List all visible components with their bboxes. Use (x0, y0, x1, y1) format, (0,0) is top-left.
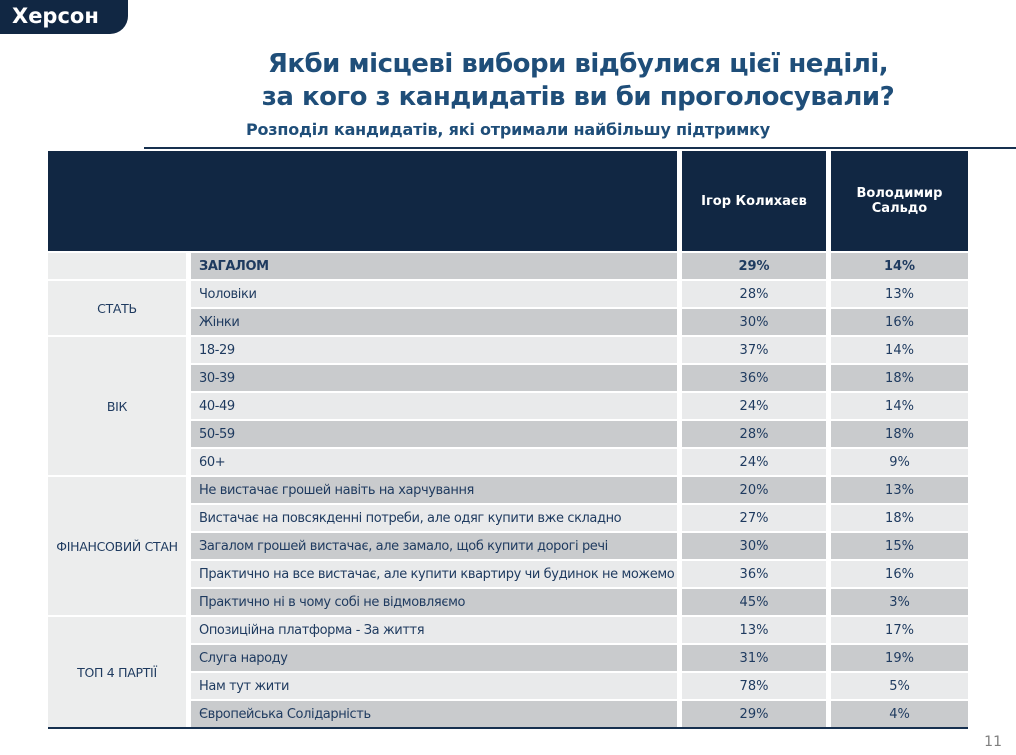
value-cell-candidate-2: 14% (831, 393, 968, 419)
value-cell-candidate-2: 18% (831, 505, 968, 531)
row-label: 18-29 (191, 337, 677, 363)
value-cell-candidate-2: 15% (831, 533, 968, 559)
value-cell-candidate-1: 29% (682, 701, 826, 727)
value-cell-candidate-2: 9% (831, 449, 968, 475)
row-label: Європейська Солідарність (191, 701, 677, 727)
value-cell-candidate-2: 17% (831, 617, 968, 643)
title-divider-line (144, 147, 1016, 149)
row-label: Опозиційна платформа - За життя (191, 617, 677, 643)
row-label: 40-49 (191, 393, 677, 419)
results-table (48, 151, 968, 729)
value-cell-candidate-1: 24% (682, 449, 826, 475)
value-cell-candidate-1: 28% (682, 421, 826, 447)
table-header-candidate-2: Володимир Сальдо (831, 151, 968, 251)
row-label: Не вистачає грошей навіть на харчування (191, 477, 677, 503)
value-cell-candidate-1: 45% (682, 589, 826, 615)
row-label: Практично ні в чому собі не відмовляємо (191, 589, 677, 615)
page-number: 11 (984, 734, 1002, 750)
value-cell-candidate-1: 30% (682, 309, 826, 335)
value-cell-candidate-1: 20% (682, 477, 826, 503)
value-cell-candidate-2: 5% (831, 673, 968, 699)
table-header-empty-cell (48, 151, 677, 251)
value-cell-candidate-1: 29% (682, 253, 826, 279)
row-label: Чоловіки (191, 281, 677, 307)
value-cell-candidate-2: 13% (831, 477, 968, 503)
value-cell-candidate-2: 18% (831, 365, 968, 391)
value-cell-candidate-2: 16% (831, 561, 968, 587)
value-cell-candidate-1: 36% (682, 365, 826, 391)
row-label: Слуга народу (191, 645, 677, 671)
row-label: Вистачає на повсякденні потреби, але одяг купити вже складно (191, 505, 677, 531)
value-cell-candidate-1: 24% (682, 393, 826, 419)
category-cell: СТАТЬ (48, 281, 186, 335)
value-cell-candidate-2: 14% (831, 337, 968, 363)
row-label: 50-59 (191, 421, 677, 447)
value-cell-candidate-1: 31% (682, 645, 826, 671)
value-cell-candidate-2: 18% (831, 421, 968, 447)
table-header-candidate-1: Ігор Колихаєв (682, 151, 826, 251)
value-cell-candidate-1: 27% (682, 505, 826, 531)
row-label: 60+ (191, 449, 677, 475)
row-label: Загалом грошей вистачає, але замало, щоб купити дорогі речі (191, 533, 677, 559)
region-badge: Херсон (0, 0, 128, 34)
slide-title (140, 48, 1016, 114)
table-bottom-border (48, 727, 968, 729)
row-label: Жінки (191, 309, 677, 335)
row-label: Нам тут жити (191, 673, 677, 699)
row-label: 30-39 (191, 365, 677, 391)
value-cell-candidate-2: 19% (831, 645, 968, 671)
category-cell: ТОП 4 ПАРТІЇ (48, 617, 186, 727)
row-label: Практично на все вистачає, але купити квартиру чи будинок не можемо (191, 561, 677, 587)
slide-subtitle: Розподіл кандидатів, які отримали найбільшу підтримку (245, 120, 771, 139)
category-cell: ВІК (48, 337, 186, 475)
value-cell-candidate-1: 36% (682, 561, 826, 587)
results-table-grid (48, 151, 968, 727)
value-cell-candidate-2: 16% (831, 309, 968, 335)
value-cell-candidate-1: 37% (682, 337, 826, 363)
value-cell-candidate-2: 13% (831, 281, 968, 307)
value-cell-candidate-1: 30% (682, 533, 826, 559)
value-cell-candidate-2: 4% (831, 701, 968, 727)
value-cell-candidate-2: 3% (831, 589, 968, 615)
category-cell-empty (48, 253, 186, 279)
slide-title-line-2: за кого з кандидатів ви би проголосували? (261, 82, 895, 112)
value-cell-candidate-1: 78% (682, 673, 826, 699)
slide-title-line-1: Якби місцеві вибори відбулися цієї неділі, (267, 49, 889, 79)
category-cell: ФІНАНСОВИЙ СТАН (48, 477, 186, 615)
row-label: ЗАГАЛОМ (191, 253, 677, 279)
value-cell-candidate-2: 14% (831, 253, 968, 279)
value-cell-candidate-1: 13% (682, 617, 826, 643)
value-cell-candidate-1: 28% (682, 281, 826, 307)
